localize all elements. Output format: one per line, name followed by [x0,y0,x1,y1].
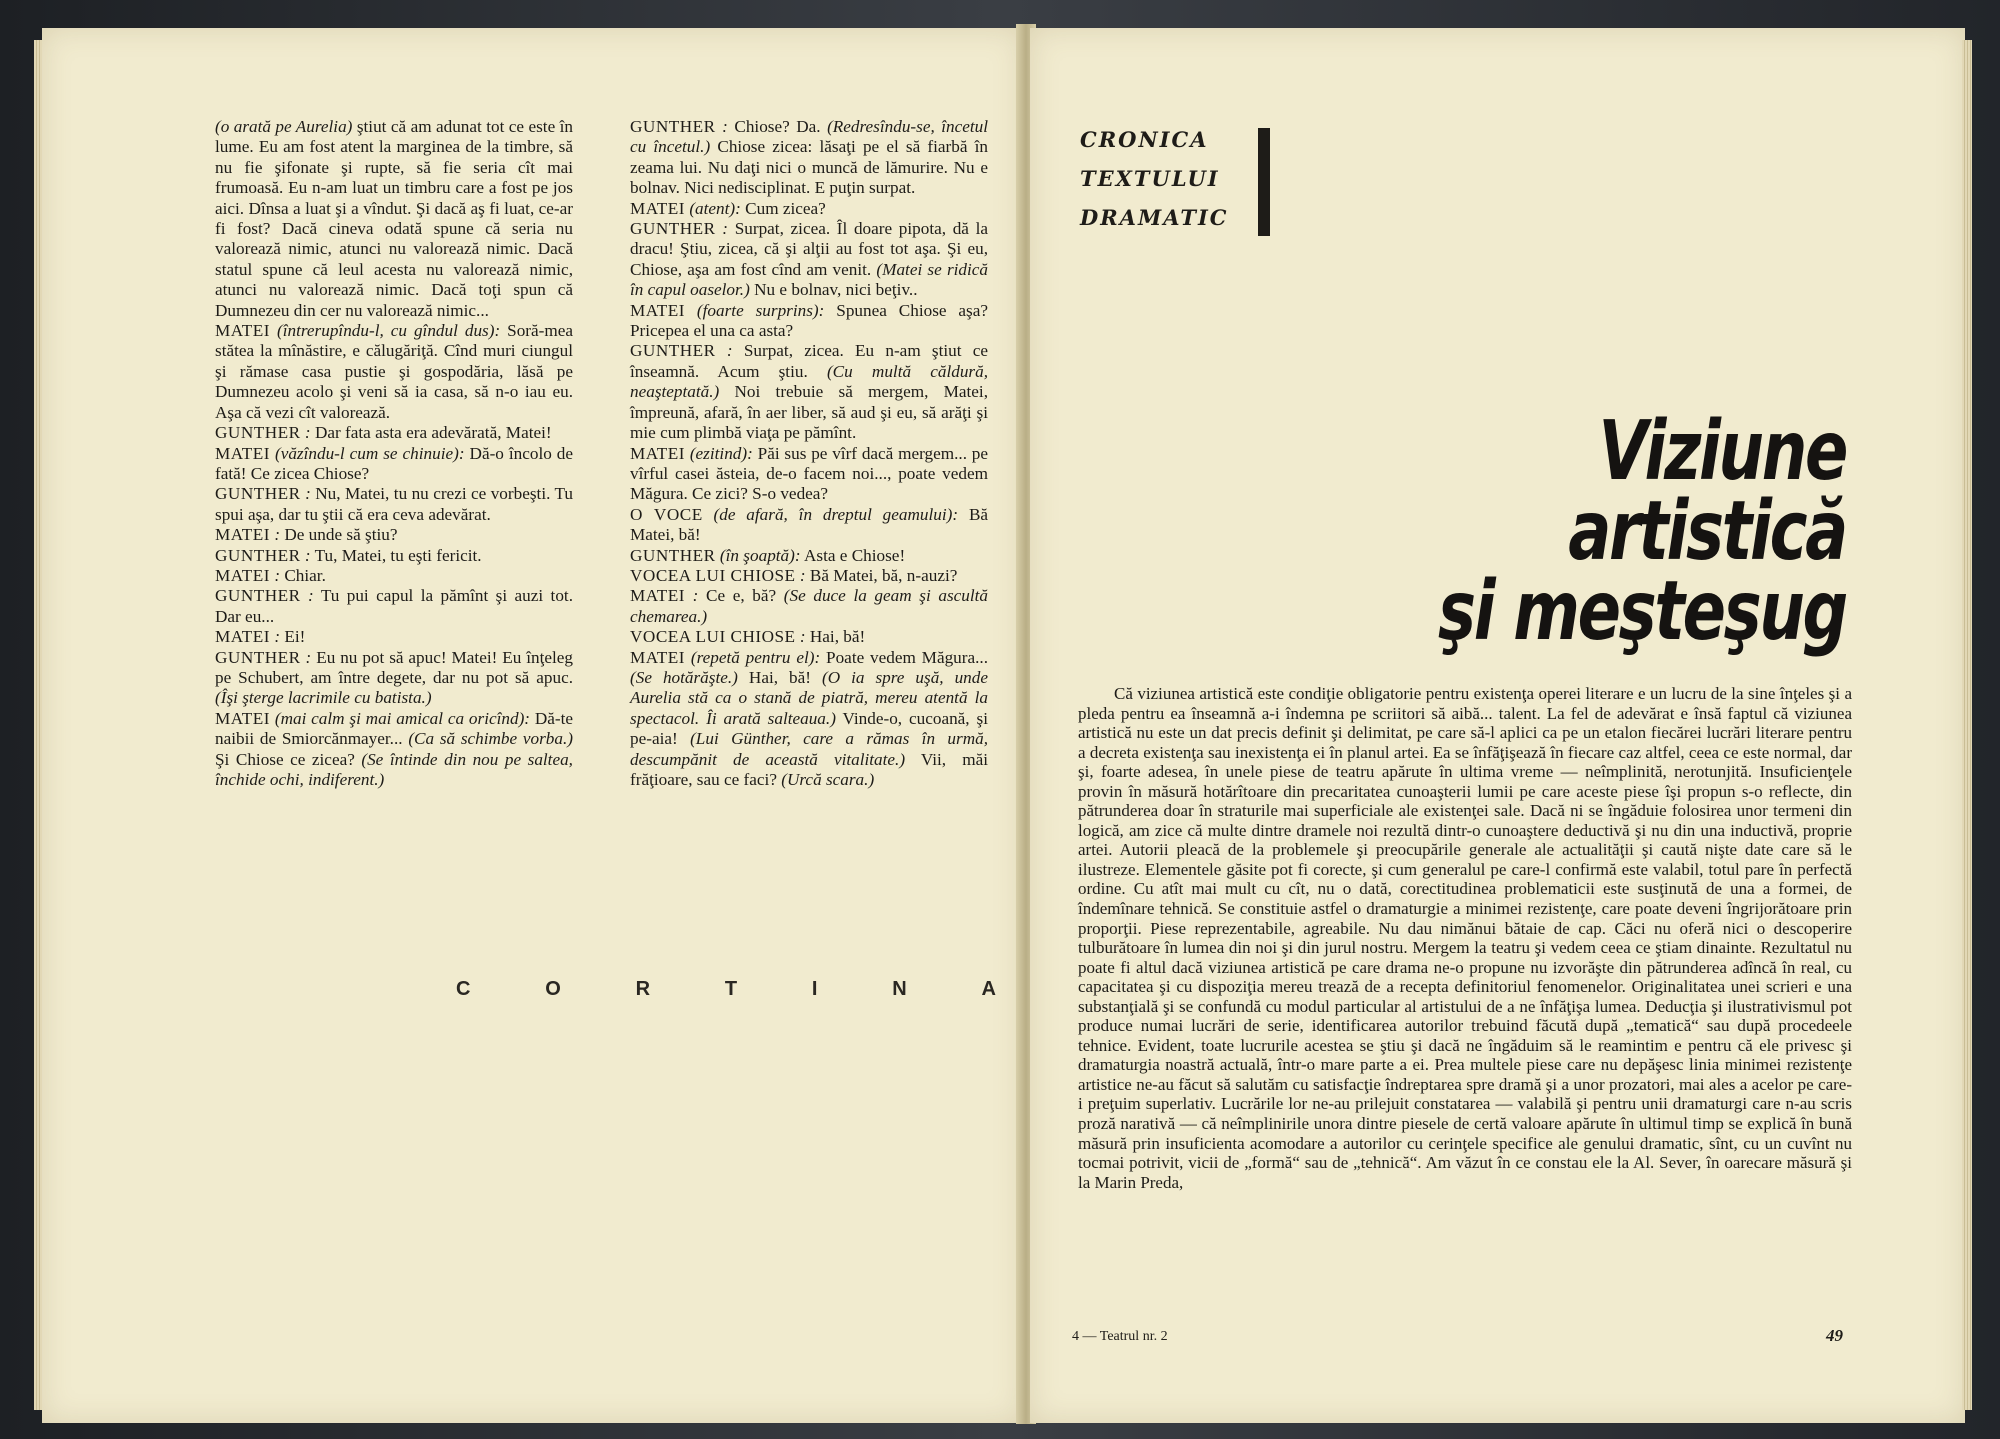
cortina-curtain-line [456,978,996,1001]
speaker-name: MATEI [630,647,686,667]
article-paragraph: Că viziunea artistică este condiţie obligatorie pentru existenţa operei literare e un lucru de la sine înţeles şi a pleda pentru ea înseamnă a-i îndemna pe scriitori să aibă... talent. La fel de adevărat e însă faptul că viziunea artistică nu este un dat precis definit şi delimitat, pe care să-l aplici ca pe un etalon fiecărei lucrări literare pentru a decreta existenţa sau inexistenţa ei în planul artei. Ea se înfăţişează în fiecare caz altfel, ceea ce este normal, dar şi, foarte adesea, în unele piese de teatru apărute în ultima vreme — neîmplinită, nerotunjită. Insuficienţele provin în măsură hotărîtoare din precaritatea cunoaşterii lumii pe care aceste piese îşi propun s-o reflecte, din pătrunderea doar în straturile mai superficiale ale existenţei sale. Dacă ni se îngăduie folosirea unor termeni din logică, am zice că multe dintre dramele noi rezultă dintr-o cunoaştere deductivă şi nu din una inductivă, proprie artei. Autorii pleacă de la problemele şi preocupările generale ale actualităţii şi caută nişte date care să le ilustreze. Elementele găsite pot fi corecte, şi cum generalul pe care-l confirmă este valabil, totul pare în perfectă ordine. Cu atît mai mult cu cît, nu o dată, corectitudinea problematicii este susţinută de una a formei, de îndemînare tehnică. Se constituie astfel o dramaturgie a minimei rezistenţe, care poate deveni îngrijorătoare prin proporţii. Piese reprezentabile, agreabile. Nu dau nimănui bătaie de cap. Căci nu oferă nici o descoperire tulburătoare în lumea din noi şi din jurul nostru. Mergem la teatru şi vedem ceea ce ştiam dinainte. Rezultatul nu poate fi altul dacă viziunea artistică pe care drama ne-o propune nu izvorăşte din pătrunderea adîncă în real, cu capacitatea şi cu dispoziţia mereu trează de a recepta definitoriul fenomenelor. Originalitatea unei scrieri e una substanţială şi se confundă cu modul particular al artistului de a ne înfăţişa lumea. Deducţia şi ilustrativismul pot produce numai lucrări de serie, identificarea autorilor trebuind făcută după „tematică“ sau după procedeele tehnice. Evident, toate lucrurile acestea se ştiu şi dacă ne îngăduim să le reamintim e pentru că ele privesc şi dramaturgia noastră actuală, într-o mare parte a ei. Prea multele piese care nu depăşesc linia minimei rezistenţe artistice ne-au făcut să salutăm cu satisfacţie îndreptarea spre dramă şi a unor prozatori, mai ales a acelor pe care-i preţuim superlativ. Lucrările lor ne-au prilejuit constatarea — valabilă şi pentru unii dramaturgi care n-au scris proză narativă — că neîmplinirile unora dintre piesele de certă valoare apărute în ultimul timp se explică în bună măsură prin insuficienta acomodare a autorilor cu cerinţele specifice ale genului dramatic, sînt, cu un cuvînt nu tocmai potrivit, vicii de „formă“ sau de „tehnică“. Am văzut în ce constau ele la Al. Sever, în oarecare măsură şi la Marin Preda, [1078,684,1852,1192]
dialogue-line [630,648,988,791]
spoken-text: Ei! [284,627,306,647]
stage-direction: : [274,627,281,647]
cortina-letter: O [545,978,561,1000]
play-text-column-left [215,117,573,790]
cortina-letter: I [811,978,818,1000]
stage-direction: (Se hotărăşte.) [630,667,738,687]
stage-direction: : [274,525,281,545]
speaker-name: VOCEA LUI CHIOSE [630,627,796,647]
cortina-letter: C [456,978,471,1000]
speaker-name: GUNTHER [630,545,716,565]
dialogue-line [215,566,573,586]
title-line: Viziune artistică [1568,404,1846,579]
play-text-column-right [630,117,988,790]
spoken-text: Dă-te naibii de Smiorcănmayer... [215,708,574,749]
dialogue-line [215,709,573,791]
stage-direction: (Se întinde din nou pe saltea, închide ochi, indiferent.) [215,749,573,789]
stage-direction: (Urcă scara.) [781,770,875,789]
article-title [1331,404,1846,659]
dialogue-line [630,586,988,627]
stage-direction: : [304,423,311,443]
stage-direction: : [722,219,729,239]
spoken-text: Poate vedem Măgura... [826,647,989,667]
speaker-name: MATEI [215,627,271,647]
dialogue-line [630,505,988,546]
speaker-name: GUNTHER [215,545,301,565]
speaker-name: MATEI [630,586,686,606]
dialogue-line [630,627,988,647]
dialogue-line [630,301,988,342]
dialogue-line [215,546,573,566]
dialogue-line [215,423,573,443]
dialogue-line [215,627,573,647]
speaker-name: GUNTHER [630,219,716,239]
dialogue-line [630,341,988,443]
folio-issue: 4 — Teatrul nr. 2 [1072,1329,1168,1344]
speaker-name: MATEI [215,565,271,585]
stage-direction: (foarte surprins): [696,300,825,320]
stage-direction: : [304,545,311,565]
spoken-text: Surpat, zicea. Îl doare pipota, dă la dracu! Ştiu, zicea, că şi alţii au fost tot aşa. Şi eu, Chiose, aşa am fost cînd am venit. [630,219,989,279]
dialogue-line [630,117,988,199]
dialogue-line [630,546,988,566]
spoken-text: Bă Matei, bă! [630,504,989,545]
stage-direction: : [305,484,311,504]
stage-direction: (Matei se ridică în capul oaselor.) [630,259,989,300]
spoken-text: Cum zicea? [745,198,826,218]
dialogue-line [630,566,988,586]
spoken-text: Tu, Matei, tu eşti fericit. [314,545,482,565]
stage-direction: (Se duce la geam şi ascultă chemarea.) [630,586,989,626]
stage-direction: (mai calm şi mai amical ca oricînd): [274,708,531,728]
spoken-text: Chiose? Da. [734,117,821,136]
dialogue-line [215,648,573,709]
speaker-name: GUNTHER [215,484,301,504]
speaker-name: O VOCE [630,504,703,524]
spoken-text: ştiut că am adunat tot ce este în lume. Eu am fost atent la marginea de la timbre, să nu fie şifonate şi rupte, să fie seria cît mai frumoasă. Eu n-am luat un timbru care a fost pe jos aici. Dînsa [215,117,574,218]
stage-direction: (O ia spre uşă, unde Aurelia stă ca o stană de piatră, mereu atentă la spectacol. Îi arată salteaua.) [630,667,989,728]
speaker-name: MATEI [215,708,271,728]
dialogue-line [215,444,573,485]
spoken-text: Hai, bă! [748,667,811,687]
speaker-name: MATEI [215,321,271,341]
rubric-line: TEXTULUI [1080,166,1220,191]
stage-direction: : [308,586,314,606]
stage-direction: (Îşi şterge lacrimile cu batista.) [215,688,432,708]
stage-direction: (Redresîndu-se, încetul cu încetul.) [630,117,989,157]
speaker-name: MATEI [630,198,686,218]
page-edges-right [1962,40,1972,1410]
dialogue-line [215,525,573,545]
speaker-name: GUNTHER [215,423,301,443]
stage-direction: (văzîndu-l cum se chinuie): [274,443,465,463]
section-rubric [1080,120,1229,237]
stage-direction: (întrerupîndu-l, cu gîndul dus): [277,321,501,341]
rubric-line: CRONICA [1080,127,1209,152]
speaker-name: MATEI [630,443,686,463]
stage-direction: : [722,117,728,136]
spoken-text: Eu nu pot să apuc! Matei! Eu înţeleg pe Schubert, am între degete, dar nu pot să apuc. [215,647,574,687]
dialogue-line [215,117,573,321]
page-number: 49 [1826,1326,1843,1345]
dialogue-line [630,444,988,505]
speaker-name: GUNTHER [630,117,716,136]
stage-direction: : [799,627,806,647]
spoken-text: Ce e, bă? [706,586,777,606]
dialogue-line [630,199,988,219]
dialogue-line [630,219,988,301]
stage-direction: (Cu multă căldură, neaşteptată.) [630,361,989,402]
dialogue-line [215,586,573,627]
spoken-text: Şi Chiose ce zicea? [215,749,355,769]
spoken-text: Dă-o încolo de fată! Ce zicea Chiose? [215,443,574,483]
stage-direction: (Ca să schimbe vorba.) [408,729,573,749]
dialogue-line [215,484,573,525]
spoken-text: Tu pui capul la pămînt şi auzi tot. Dar eu... [215,586,573,626]
speaker-name: GUNTHER [215,586,301,606]
article-body [1078,684,1852,1192]
spoken-text: Soră-mea stătea la mînăstire, e călugăriţă. Cînd muri ciungul şi rămase casa pustie şi gospodăria, lăsă pe Dumnezeu acolo şi veni să ia casa, să n-o iau eu. Aşa că vezi cît valorează. [215,321,574,422]
stage-direction: : [726,341,733,361]
title-line: şi meşteşug [1438,564,1846,659]
speaker-name: MATEI [215,525,271,545]
spoken-text: Păi sus pe vîrf dacă mergem... pe vîrful casei ăsteia, de-o facem noi..., poate vedem Măgura. Ce zici? S-o vedea? [630,443,989,504]
spoken-text: De unde să ştiu? [284,525,398,545]
spoken-text: Asta e Chiose! [803,545,906,565]
cortina-letter: T [724,978,738,1000]
spoken-text: Hai, bă! [809,627,866,647]
stage-direction: : [799,565,806,585]
cortina-letter: A [981,978,996,1000]
stage-direction: : [692,586,699,606]
spoken-text: Vinde-o, cucoană, şi pe-aia! [630,708,988,749]
spoken-text: Spunea Chiose aşa? Pricepea el una ca asta? [630,300,989,341]
spoken-text: Dar fata asta era adevărată, Matei! [314,423,552,443]
spoken-text: Nu e bolnav, nici beţiv.. [754,280,918,300]
stage-direction: (ezitind): [689,443,753,463]
spoken-text: a luat şi a vîndut. Şi dacă aş fi luat, ce-ar fi fost? Dacă cineva odată spune că seria nu valorează nimic, atunci nu valorează nimic. Dacă statul spune că leul acesta nu valorează nimic, atunci nu valorează nimic. Dacă toţi spun că Dumnezeu din cer nu valorează nimic... [215,198,573,320]
spoken-text: Noi trebuie să mergem, Matei, împreună, afară, în aer liber, să aud şi eu, să arăţi şi mie cum plimbă viaţa pe pămînt. [630,382,988,443]
stage-direction: (o arată pe Aurelia) [215,117,353,136]
cortina-letter: R [635,978,651,1000]
spoken-text: Chiose zicea: lăsaţi pe el să fiarbă în zeama lui. Nu daţi nici o muncă de lămurire. Nu e bolnav. Nici nedisciplinat. E puţin surpat. [630,137,989,198]
speaker-name: GUNTHER [215,647,301,667]
spoken-text: Nu, Matei, tu nu crezi ce vorbeşti. Tu spui aşa, dar tu ştii că era ceva adevărat. [215,484,573,524]
dialogue-line [215,321,573,423]
cortina-letter: N [892,978,907,1000]
speaker-name: MATEI [215,443,271,463]
stage-direction: : [274,565,281,585]
spoken-text: Vii, măi frăţioare, sau ce faci? [630,749,988,789]
spoken-text: Surpat, zicea. Eu n-am ştiut ce înseamnă. Acum ştiu. [630,341,989,381]
rubric-bar [1258,128,1270,236]
rubric-line: DRAMATIC [1080,205,1229,230]
stage-direction: (în şoaptă): [719,545,801,565]
stage-direction: (Lui Günther, care a rămas în urmă, descumpănit de această vitalitate.) [630,729,989,769]
speaker-name: GUNTHER [630,341,716,361]
stage-direction: (atent): [689,198,741,218]
stage-direction: (de afară, în dreptul geamului): [713,504,959,524]
stage-direction: (repetă pentru el): [690,647,821,667]
speaker-name: MATEI [630,300,686,320]
speaker-name: VOCEA LUI CHIOSE [630,565,796,585]
spoken-text: Bă Matei, bă, n-auzi? [809,565,958,585]
spoken-text: Chiar. [284,565,326,585]
stage-direction: : [305,647,312,667]
